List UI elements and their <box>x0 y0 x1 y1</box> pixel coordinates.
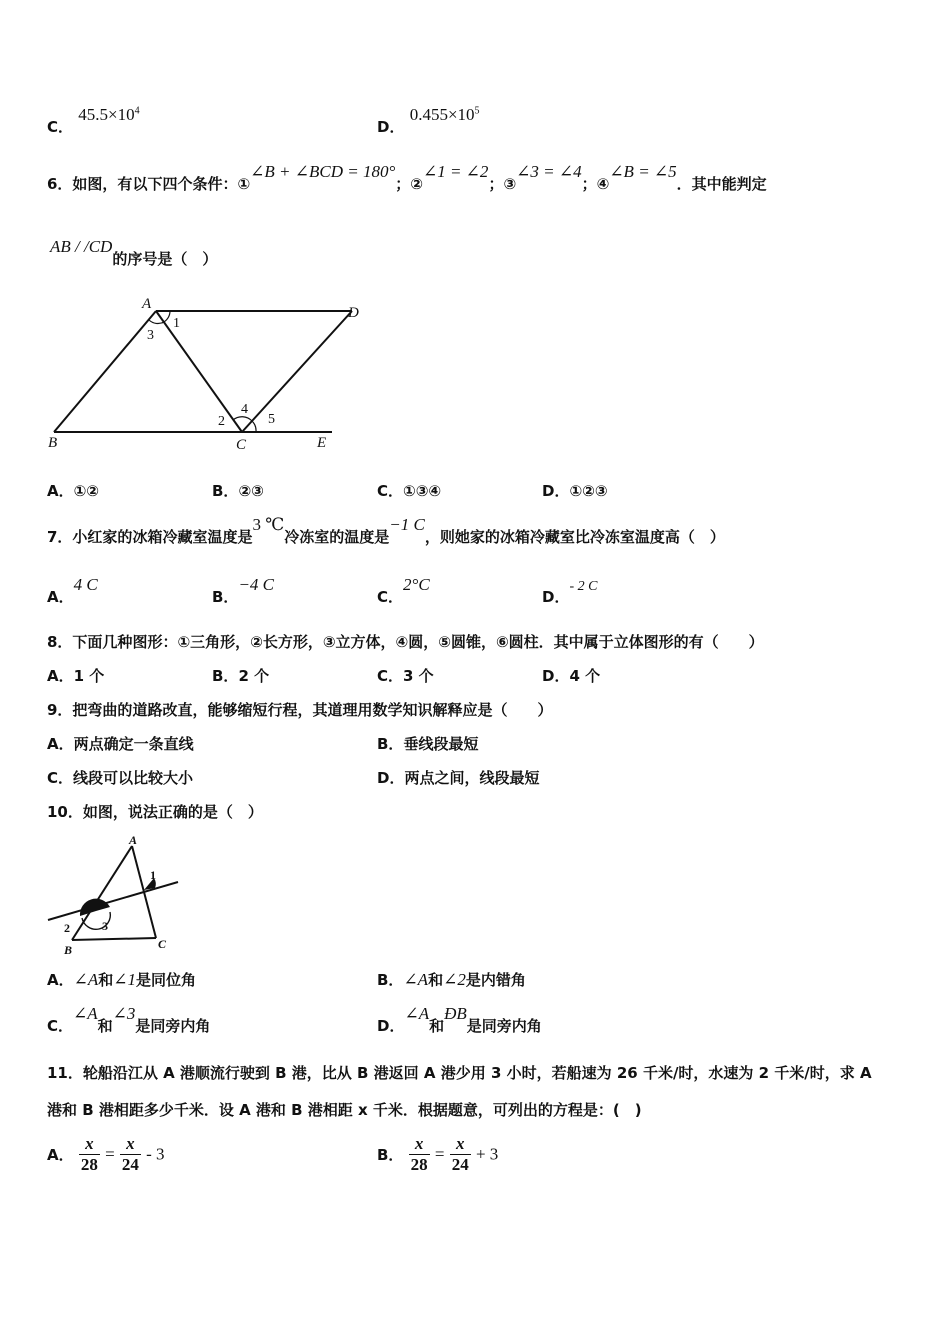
option-math: $45.5\times 10^4$ <box>78 105 140 124</box>
angle-3-label: 3 <box>102 919 108 933</box>
q8-option-b: B．2 个 <box>212 667 270 685</box>
q6-condition-4: ∠B = ∠5 <box>609 162 677 181</box>
transversal <box>48 882 178 920</box>
q9-option-a: A．两点确定一条直线 <box>47 735 194 753</box>
fraction-1: $\frac{x}{28}$ <box>410 1134 428 1174</box>
q7-option-b: B．−4 C <box>212 575 274 606</box>
label-e: E <box>317 435 327 451</box>
q5-option-c <box>47 105 140 137</box>
q6-stem-line2: AB / /CD的序号是（ ） <box>50 237 218 268</box>
q11-stem-line2: 港和 B 港相距多少千米．设 A 港和 B 港相距 x 千米．根据题意，可列出的方程是：( ) <box>47 1101 642 1119</box>
fraction-2: $\frac{x}{24}$ <box>451 1134 469 1174</box>
q6-option-b: B．②③ <box>212 482 264 500</box>
side-bc <box>72 938 156 940</box>
q6-option-c: C．①③④ <box>377 482 442 500</box>
q8-stem: 8．下面几种图形：①三角形，②长方形，③立方体，④圆，⑤圆锥，⑥圆柱．其中属于立体图形的有（ ） <box>47 633 764 651</box>
q10-option-a: A．∠A和∠1是同位角 <box>47 970 197 989</box>
angle-1-label: 1 <box>150 868 156 882</box>
q10-option-c: C．∠A和∠3是同旁内角 <box>47 1004 211 1035</box>
q10-option-d: D．∠A和ÐB是同旁内角 <box>377 1004 542 1035</box>
q6-condition-1: ∠B + ∠BCD = 180° <box>250 162 396 181</box>
angle-2-label: 2 <box>64 921 70 935</box>
q6-condition-3: ∠3 = ∠4 <box>516 162 582 181</box>
q7-option-d: D．- 2 C <box>542 579 598 606</box>
q6-parallel-math: AB / /CD <box>50 237 113 256</box>
angle-3-label: 3 <box>147 328 154 343</box>
label-b: B <box>64 943 73 956</box>
q9-option-c: C．线段可以比较大小 <box>47 769 194 787</box>
q8-option-c: C．3 个 <box>377 667 434 685</box>
q9-option-b: B．垂线段最短 <box>377 735 479 753</box>
arc-4 <box>233 417 252 421</box>
q6-option-a: A．①② <box>47 482 100 500</box>
line-cd <box>242 311 352 432</box>
option-math: $0.455\times 10^5$ <box>409 105 480 124</box>
q11-stem-line1: 11．轮船沿江从 A 港顺流行驶到 B 港，比从 B 港返回 A 港少用 3 小时，若船速为 26 千米/时，水速为 2 千米/时，求 A <box>47 1064 872 1082</box>
label-b: B <box>48 435 58 451</box>
q11-option-a: A． $\frac{x}{28}$ = $\frac{x}{24}$ - 3 <box>47 1134 165 1174</box>
q11-option-b: B． $\frac{x}{28}$ = $\frac{x}{24}$ + 3 <box>377 1134 499 1174</box>
q7-temp-freezer: −1 C <box>389 515 425 534</box>
q8-option-d: D．4 个 <box>542 667 601 685</box>
option-label: C． <box>47 118 74 136</box>
q6-condition-2: ∠1 = ∠2 <box>422 162 489 181</box>
arc-5 <box>252 421 256 432</box>
q6-stem: 6．如图，有以下四个条件：①∠B + ∠BCD = 180°；②∠1 = ∠2；③∠3 = ∠4；④∠B = ∠5．其中能判定 <box>47 162 767 193</box>
q10-figure <box>44 832 184 956</box>
fraction-1: $\frac{x}{28}$ <box>80 1134 98 1174</box>
line-ac <box>156 311 242 432</box>
fraction-2: $\frac{x}{24}$ <box>121 1134 139 1174</box>
q8-option-a: A．1 个 <box>47 667 105 685</box>
angle-4-label: 4 <box>241 402 248 417</box>
option-label: D． <box>377 118 405 136</box>
line-ab <box>54 311 156 432</box>
label-d: D <box>348 305 359 321</box>
angle-23-mark <box>80 899 110 916</box>
q7-option-a: A．4 C <box>47 575 98 606</box>
q7-option-c: C．2°C <box>377 575 430 606</box>
label-a: A <box>142 296 152 312</box>
q10-stem: 10．如图，说法正确的是（ ） <box>47 803 263 821</box>
q9-option-d: D．两点之间，线段最短 <box>377 769 540 787</box>
q6-option-d: D．①②③ <box>542 482 608 500</box>
label-c: C <box>158 937 167 951</box>
q9-stem: 9．把弯曲的道路改直，能够缩短行程，其道理用数学知识解释应是（ ） <box>47 701 553 719</box>
angle-5-label: 5 <box>268 412 275 427</box>
label-a: A <box>129 833 138 847</box>
q7-stem: 7．小红家的冰箱冷藏室温度是3 ℃冷冻室的温度是−1 C，则她家的冰箱冷藏室比冷冻室温度高（ ） <box>47 515 725 546</box>
angle-2-label: 2 <box>218 414 225 429</box>
angle-1-label: 1 <box>173 316 180 331</box>
q10-option-b: B．∠A和∠2是内错角 <box>377 970 526 989</box>
q5-option-d <box>377 105 480 137</box>
q6-figure <box>44 292 364 452</box>
label-c: C <box>236 437 247 452</box>
q7-temp-fridge: 3 ℃ <box>252 515 285 534</box>
